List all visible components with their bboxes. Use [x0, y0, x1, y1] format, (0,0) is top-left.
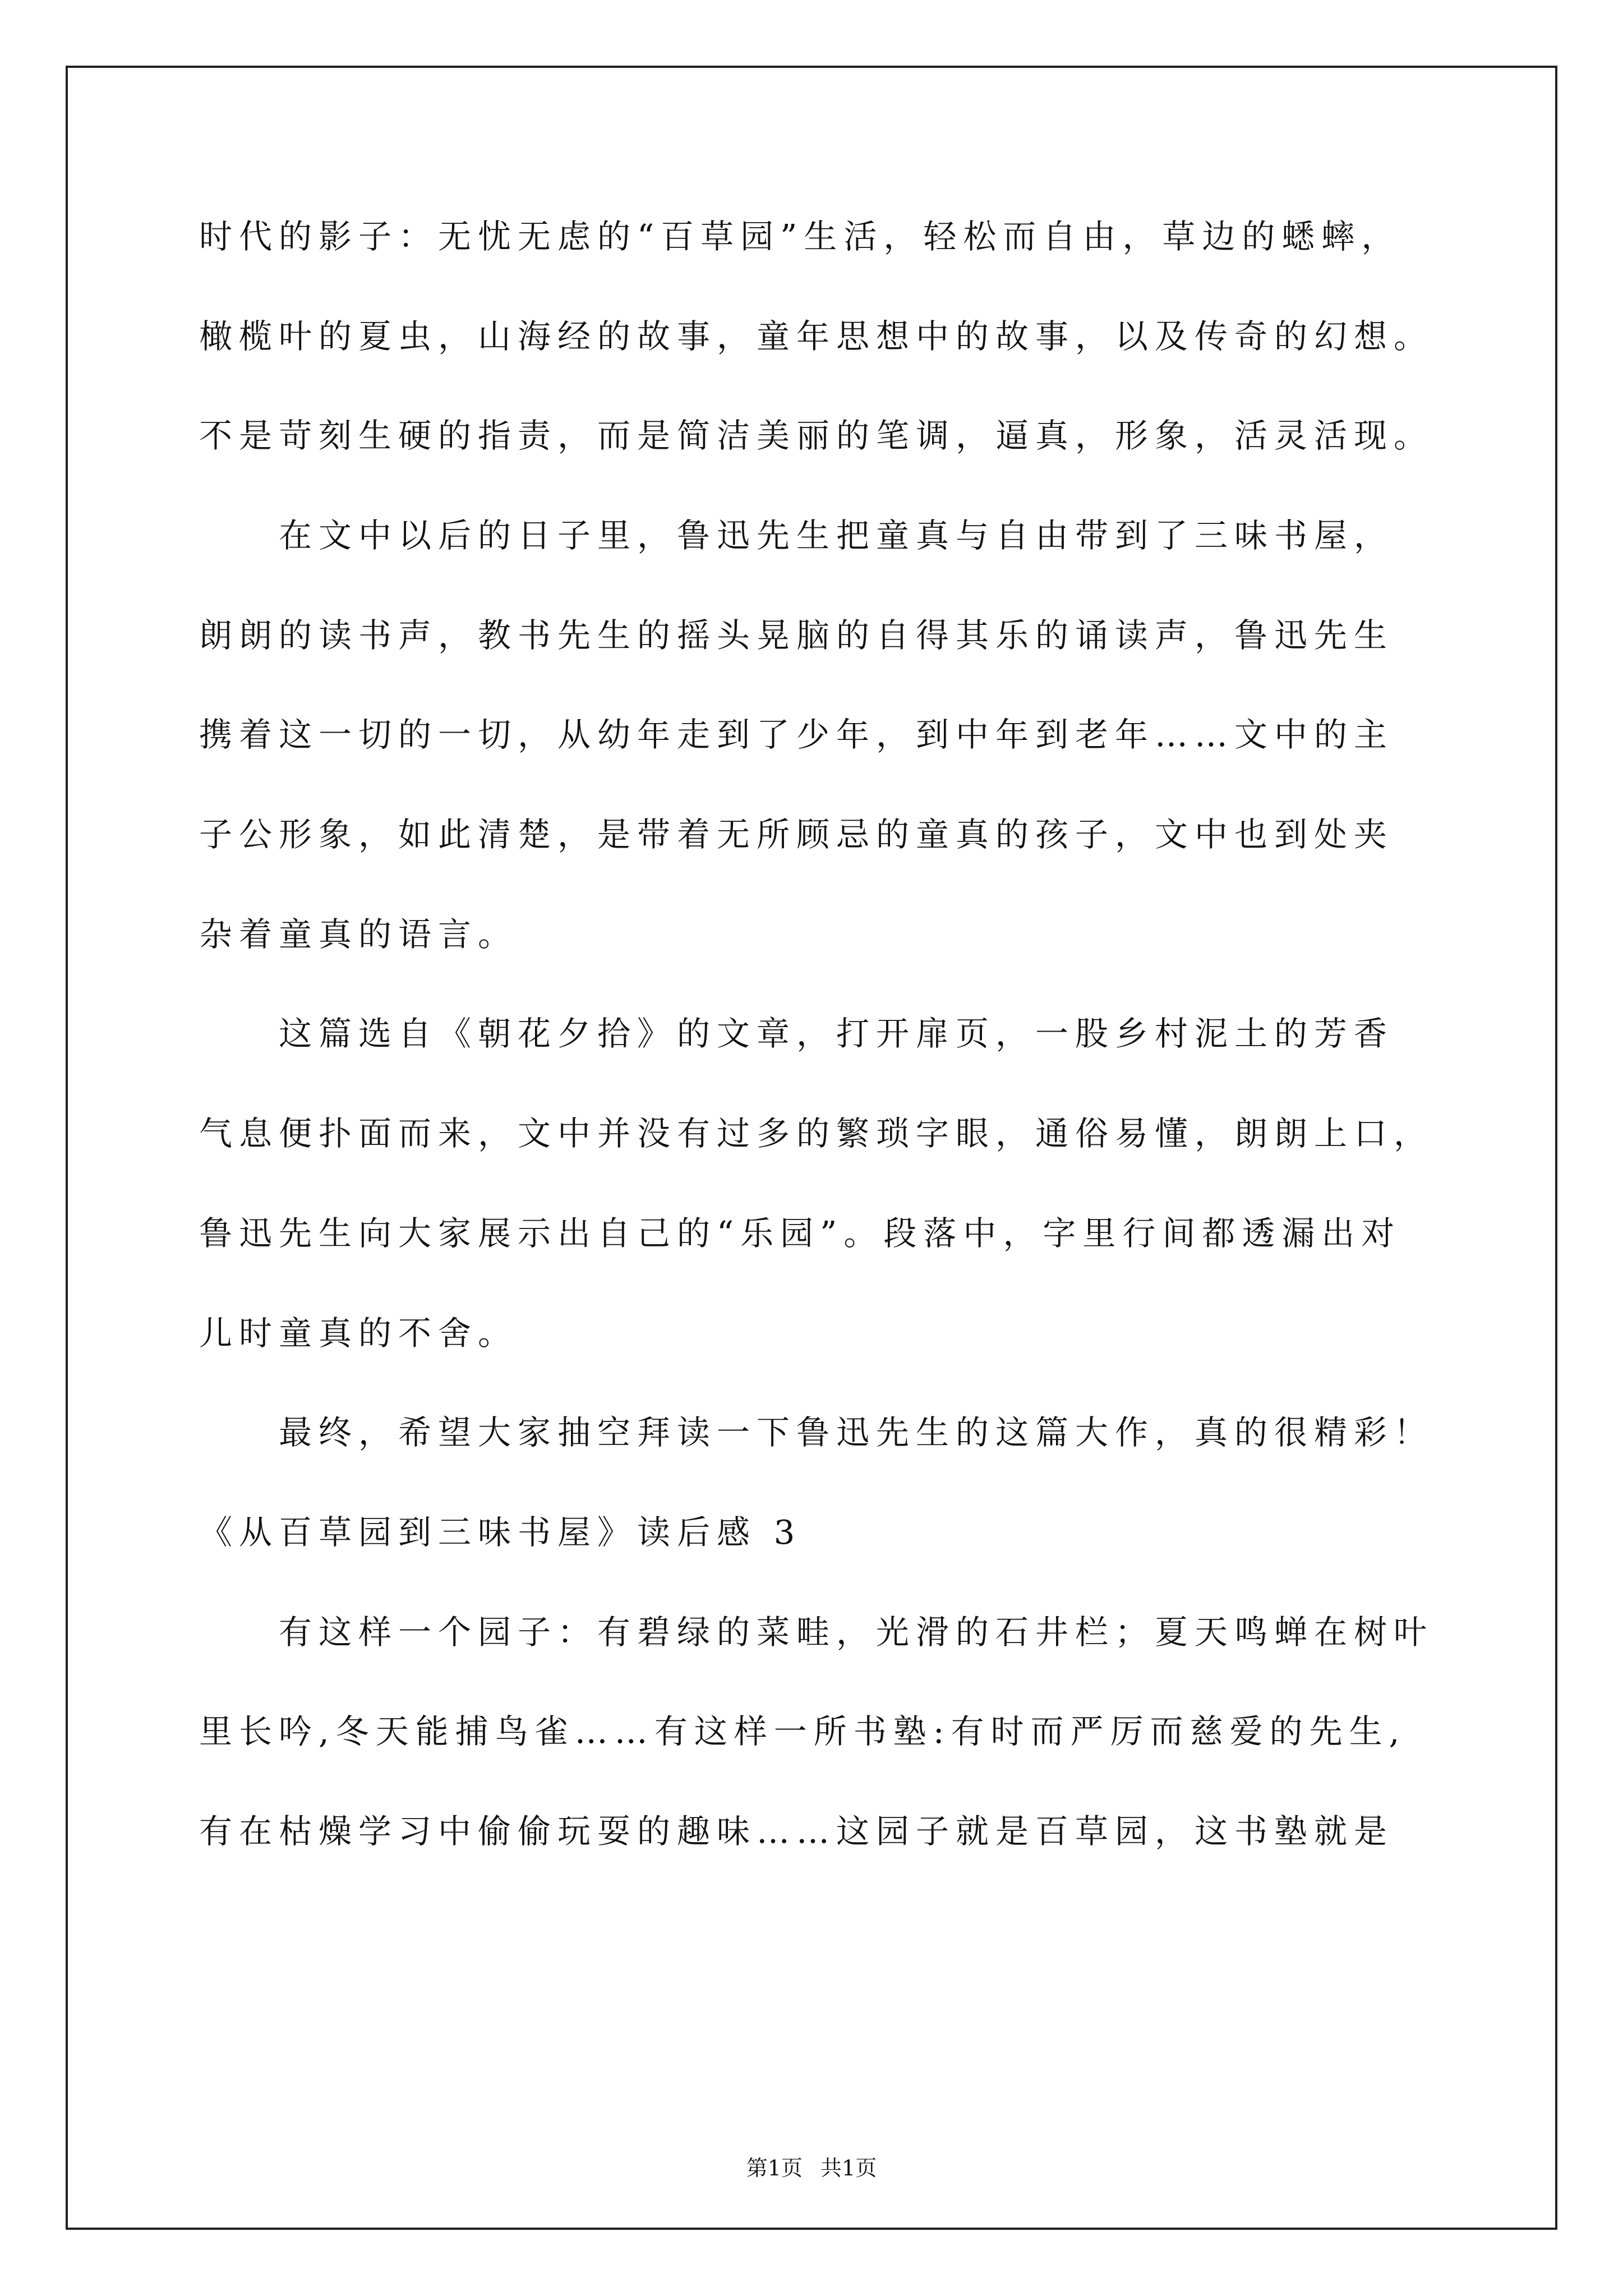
page-footer [0, 2154, 1623, 2182]
body-text-line: 橄榄叶的夏虫，山海经的故事，童年思想中的故事，以及传奇的幻想。 [199, 317, 1434, 356]
body-text-line: 鲁迅先生向大家展示出自己的“乐园”。段落中，字里行间都透漏出对 [199, 1214, 1401, 1253]
body-text-line: 杂着童真的语言。 [199, 915, 518, 954]
body-text-line: 气息便扑面而来，文中并没有过多的繁琐字眼，通俗易懂，朗朗上口， [199, 1114, 1434, 1153]
body-text-line: 不是苛刻生硬的指责，而是简洁美丽的笔调，逼真，形象，活灵活现。 [199, 416, 1434, 455]
body-text-line: 子公形象，如此清楚，是带着无所顾忌的童真的孩子，文中也到处夹 [199, 815, 1394, 854]
body-text-line: 朗朗的读书声，教书先生的摇头晃脑的自得其乐的诵读声，鲁迅先生 [199, 616, 1394, 655]
page-total: 共1页 [820, 2156, 877, 2180]
body-text-line: 里长吟,冬天能捕鸟雀……有这样一所书塾:有时而严厉而慈爱的先生, [199, 1712, 1407, 1751]
body-text-line: 在文中以后的日子里，鲁迅先生把童真与自由带到了三味书屋， [199, 516, 1394, 555]
page-number: 第1页 [746, 2156, 803, 2180]
section-heading: 《从百草园到三味书屋》读后感 3 [199, 1513, 802, 1552]
body-text-line: 儿时童真的不舍。 [199, 1314, 518, 1352]
body-text-line: 时代的影子：无忧无虑的“百草园”生活，轻松而自由，草边的蟋蟀， [199, 217, 1401, 256]
body-text-line: 最终，希望大家抽空拜读一下鲁迅先生的这篇大作，真的很精彩！ [199, 1413, 1434, 1452]
body-text-line: 有这样一个园子：有碧绿的菜畦，光滑的石井栏；夏天鸣蝉在树叶 [199, 1613, 1434, 1651]
body-text-line: 携着这一切的一切，从幼年走到了少年，到中年到老年……文中的主 [199, 715, 1394, 754]
body-text-line: 这篇选自《朝花夕拾》的文章，打开扉页，一股乡村泥土的芳香 [199, 1014, 1394, 1053]
body-text-line: 有在枯燥学习中偷偷玩耍的趣味……这园子就是百草园，这书塾就是 [199, 1812, 1394, 1851]
